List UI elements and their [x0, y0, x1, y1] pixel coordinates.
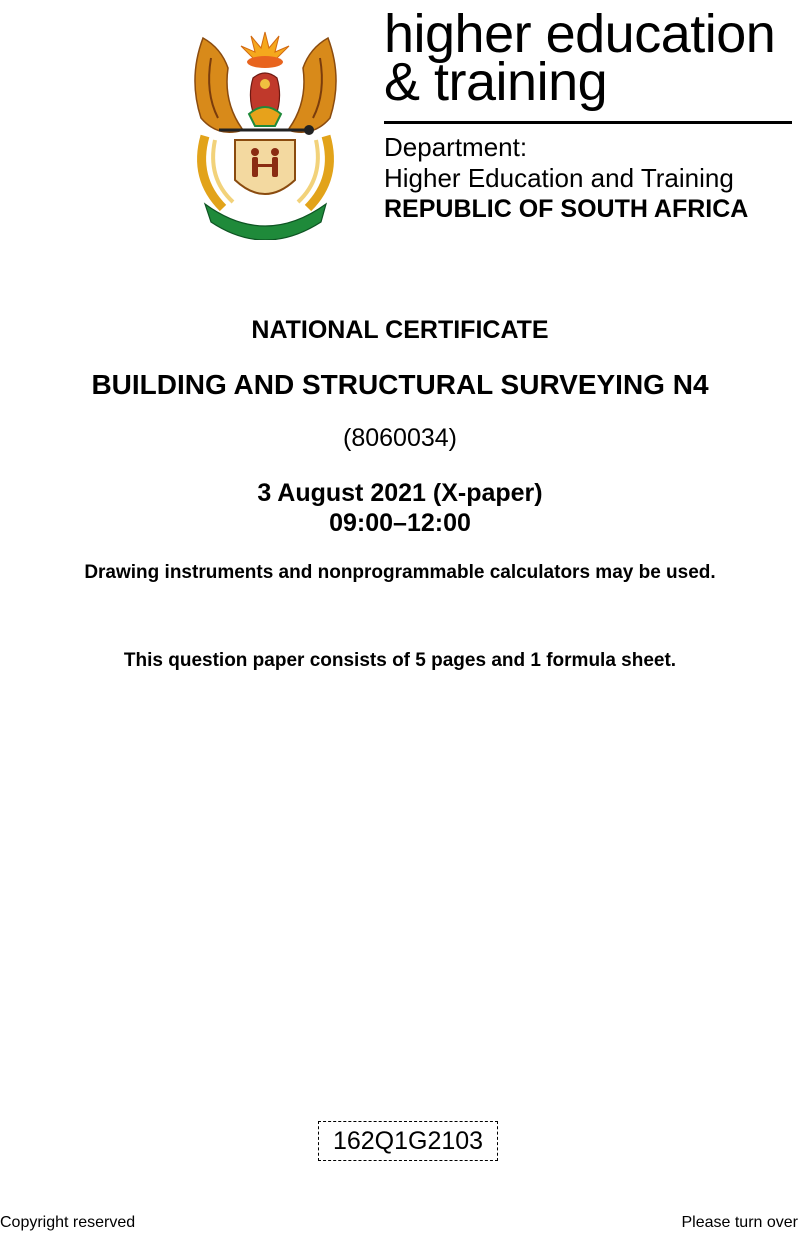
pages-note: This question paper consists of 5 pages and 1 formula sheet.: [123, 650, 677, 671]
coat-of-arms-logo: [183, 18, 348, 240]
subject-code: (8060034): [343, 424, 457, 452]
turn-over-notice: Please turn over: [681, 1214, 798, 1231]
divider-rule: [384, 121, 792, 124]
instruction-text: Drawing instruments and nonprogrammable calculators may be used.: [84, 562, 716, 583]
certificate-title: NATIONAL CERTIFICATE: [251, 316, 549, 344]
department-label: Department:: [384, 132, 528, 162]
country-name: REPUBLIC OF SOUTH AFRICA: [384, 195, 749, 223]
title-line-1: higher education: [384, 4, 776, 64]
exam-time: 09:00–12:00: [329, 509, 471, 537]
title-line-2: & training: [384, 52, 608, 112]
department-details: [384, 132, 748, 225]
subject-title: BUILDING AND STRUCTURAL SURVEYING N4: [91, 369, 709, 400]
exam-date: 3 August 2021 (X-paper): [257, 479, 543, 507]
document-header: [0, 0, 800, 250]
department-name: Higher Education and Training: [384, 163, 734, 193]
copyright-notice: Copyright reserved: [0, 1214, 136, 1231]
paper-code-box: 162Q1G2103: [318, 1121, 498, 1161]
department-branding: [384, 4, 794, 223]
